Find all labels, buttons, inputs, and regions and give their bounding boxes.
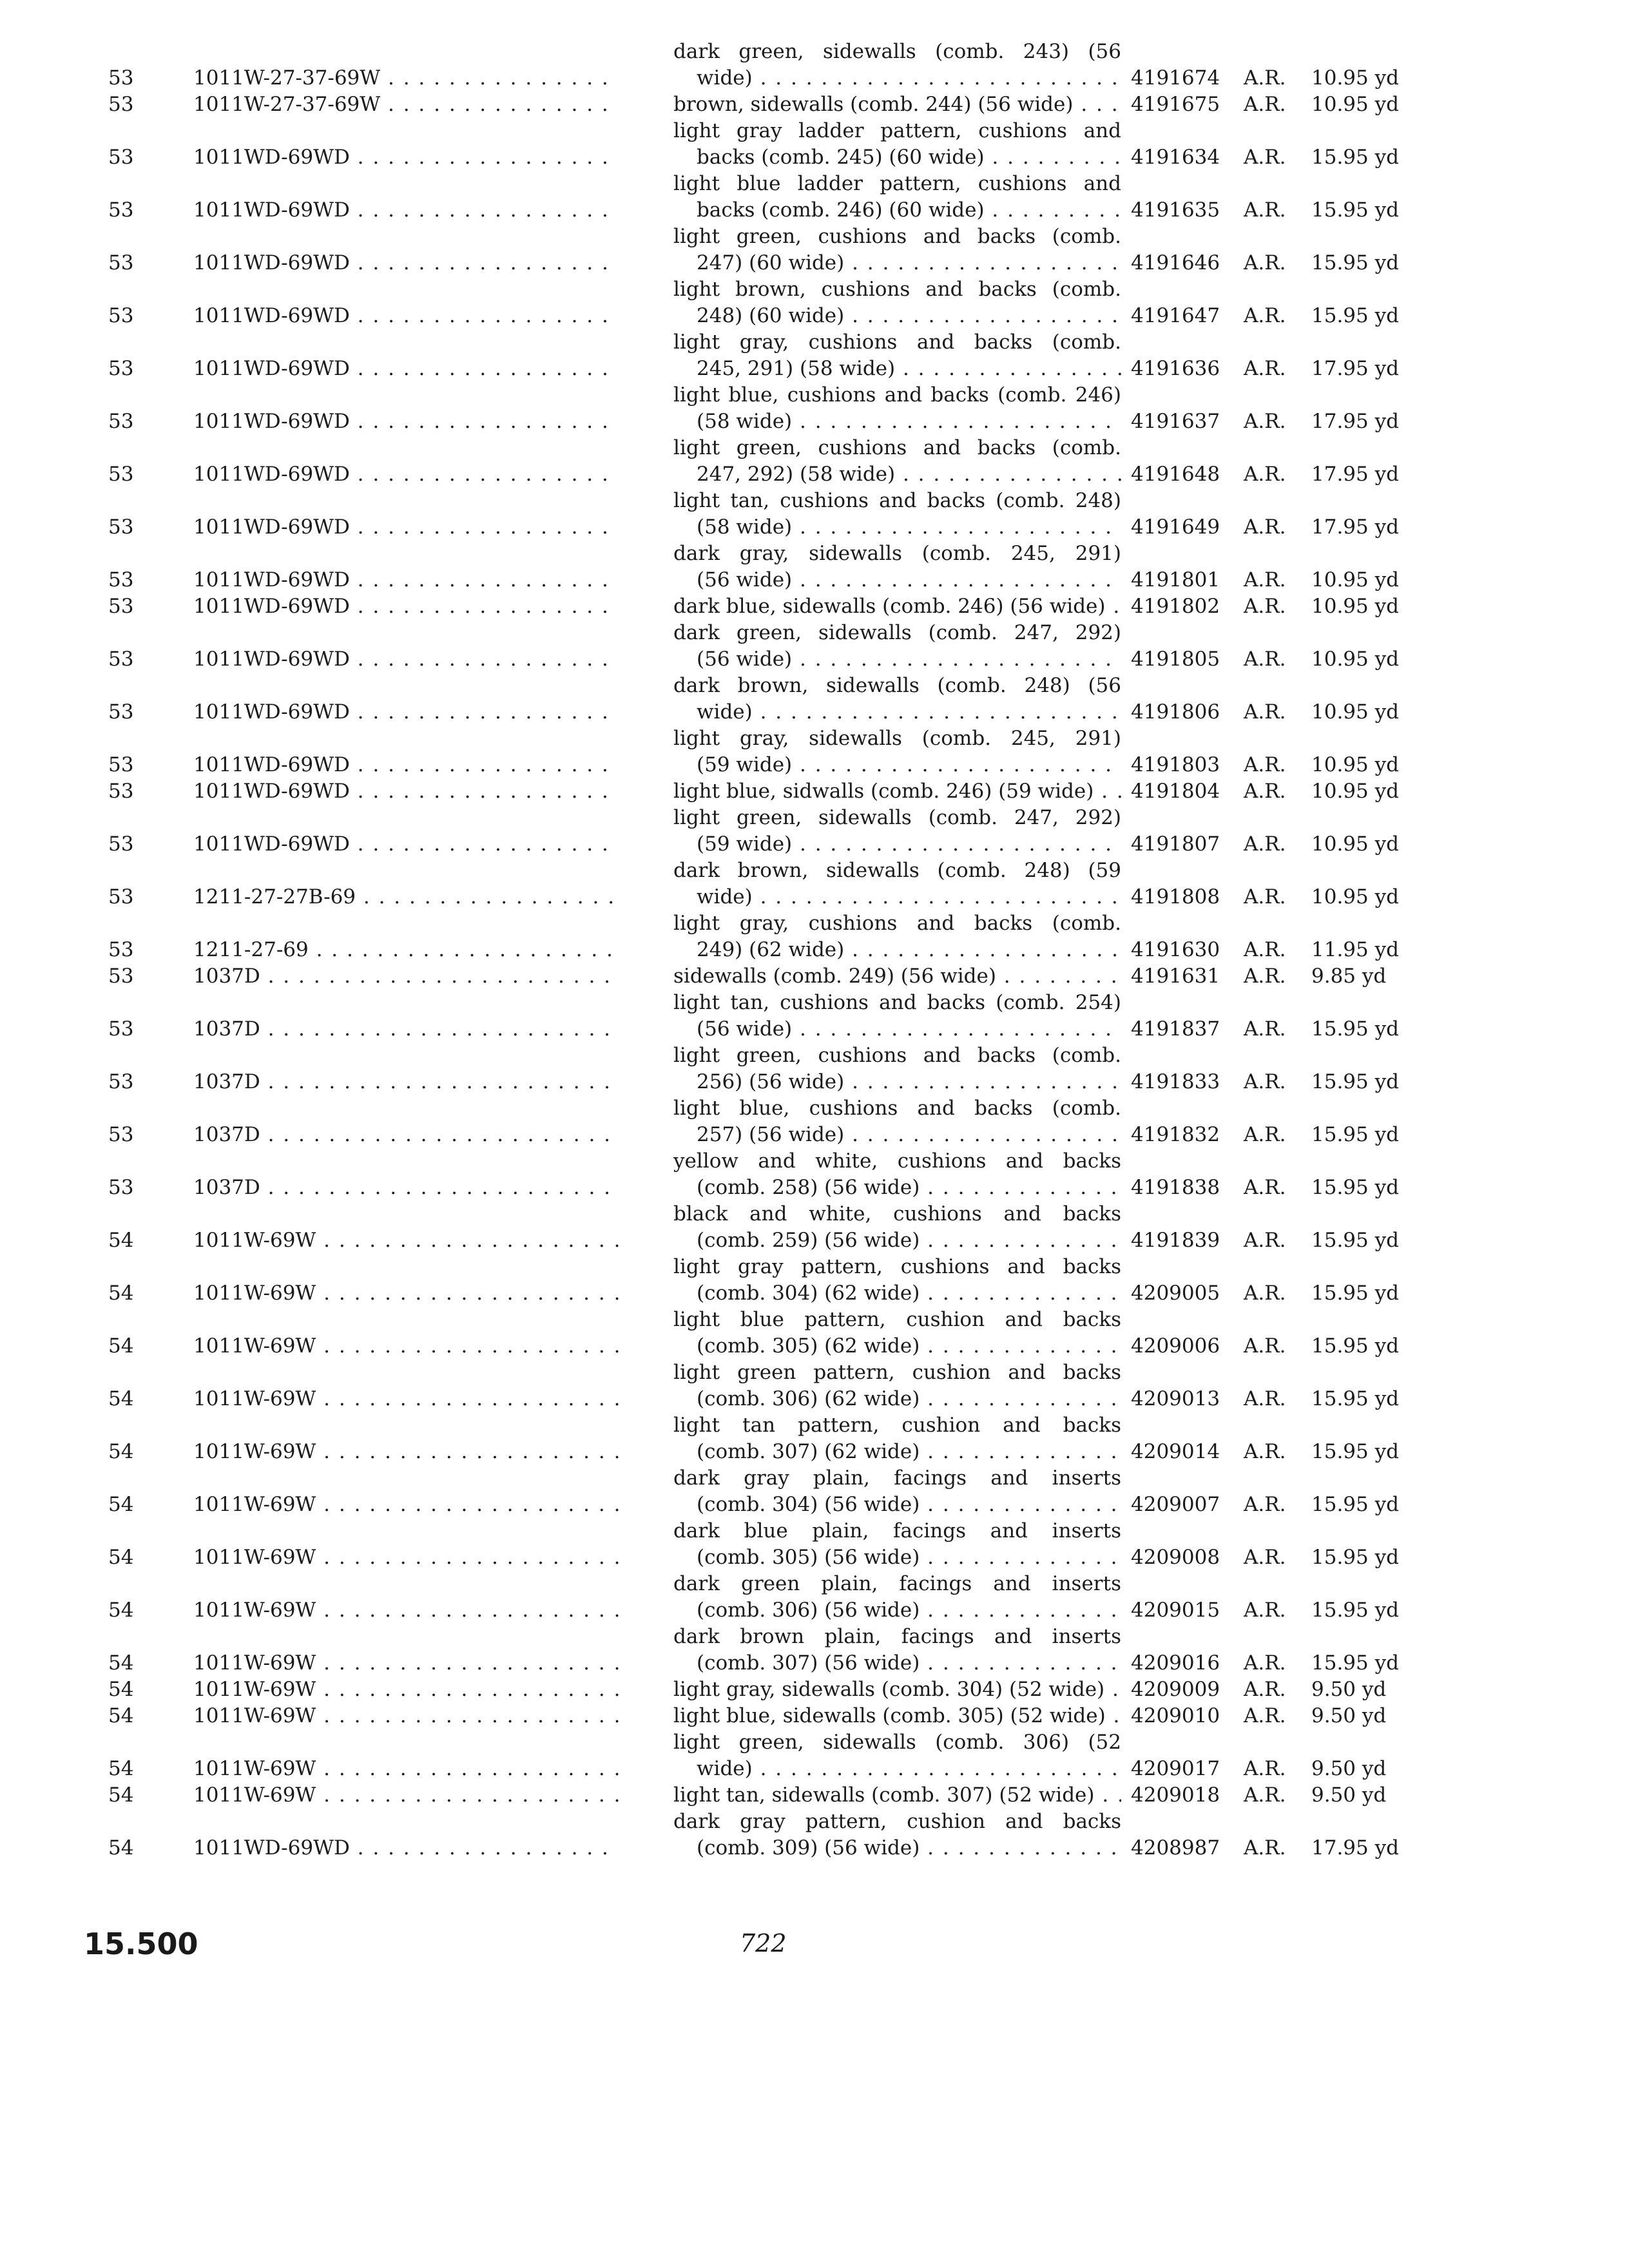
row-description bbox=[673, 435, 1121, 488]
row-description-line: (comb. 305) (56 wide) . . . bbox=[673, 1544, 1121, 1571]
row-page: 54 bbox=[108, 1757, 134, 1780]
row-price: 9.50 yd bbox=[1311, 1678, 1387, 1701]
row-code: A.R. bbox=[1244, 1070, 1286, 1093]
row-description bbox=[673, 778, 1121, 805]
row-description-line: light tan, cushions and backs (comb. 254) bbox=[673, 991, 1121, 1014]
row-description-line: light green, cushions and backs (comb. bbox=[673, 1044, 1121, 1067]
row-code: A.R. bbox=[1244, 568, 1286, 591]
row-description-line: light green, cushions and backs (comb. bbox=[673, 436, 1121, 459]
row-price: 9.85 yd bbox=[1311, 965, 1387, 988]
row-price: 10.95 yd bbox=[1311, 648, 1399, 671]
row-page: 53 bbox=[108, 965, 134, 988]
row-description-line: light gray, sidewalls (comb. 304) (52 wide) . . . bbox=[673, 1677, 1121, 1703]
row-description-line: light blue, cushions and backs (comb. 246) bbox=[673, 383, 1121, 407]
row-description-line: light gray, sidewalls (comb. 245, 291) bbox=[673, 727, 1121, 750]
row-page: 53 bbox=[108, 93, 134, 116]
row-description bbox=[673, 726, 1121, 778]
row-model: 1011W-69W . . . bbox=[193, 1650, 619, 1677]
row-description-line: 247) (60 wide) . . . bbox=[673, 250, 1121, 276]
row-part-number: 4191803 bbox=[1131, 753, 1220, 776]
row-model: 1011W-69W . . . bbox=[193, 1756, 619, 1782]
row-code: A.R. bbox=[1244, 1017, 1286, 1041]
row-price: 15.95 yd bbox=[1311, 198, 1399, 222]
row-part-number: 4191839 bbox=[1131, 1229, 1220, 1252]
row-part-number: 4191646 bbox=[1131, 251, 1220, 274]
row-model: 1011WD-69WD . . . bbox=[193, 1835, 619, 1861]
row-part-number: 4191833 bbox=[1131, 1070, 1220, 1093]
row-description bbox=[673, 963, 1121, 990]
row-part-number: 4209007 bbox=[1131, 1493, 1220, 1516]
row-description-line: 257) (56 wide) . . . bbox=[673, 1122, 1121, 1148]
row-price: 15.95 yd bbox=[1311, 1651, 1399, 1675]
row-part-number: 4191634 bbox=[1131, 146, 1220, 169]
row-price: 9.50 yd bbox=[1311, 1783, 1387, 1807]
row-page: 54 bbox=[108, 1678, 134, 1701]
row-description-line: light gray ladder pattern, cushions and bbox=[673, 119, 1121, 142]
row-page: 53 bbox=[108, 832, 134, 856]
row-price: 10.95 yd bbox=[1311, 93, 1399, 116]
row-code: A.R. bbox=[1244, 93, 1286, 116]
row-price: 10.95 yd bbox=[1311, 568, 1399, 591]
row-price: 15.95 yd bbox=[1311, 1070, 1399, 1093]
row-price: 10.95 yd bbox=[1311, 780, 1399, 803]
row-page: 53 bbox=[108, 1176, 134, 1199]
row-code: A.R. bbox=[1244, 1757, 1286, 1780]
row-price: 15.95 yd bbox=[1311, 304, 1399, 327]
row-part-number: 4209006 bbox=[1131, 1334, 1220, 1358]
row-description-line: light tan, cushions and backs (comb. 248) bbox=[673, 489, 1121, 512]
row-model: 1011W-69W . . . bbox=[193, 1677, 619, 1703]
row-description bbox=[673, 593, 1121, 620]
row-description-line: (comb. 306) (62 wide) . . . bbox=[673, 1386, 1121, 1412]
row-model: 1011WD-69WD . . . bbox=[193, 831, 619, 858]
row-code: A.R. bbox=[1244, 1229, 1286, 1252]
row-description-line: 245, 291) (58 wide) . . . bbox=[673, 356, 1121, 382]
row-price: 10.95 yd bbox=[1311, 753, 1399, 776]
row-price: 10.95 yd bbox=[1311, 832, 1399, 856]
row-code: A.R. bbox=[1244, 304, 1286, 327]
row-description-line: light gray, cushions and backs (comb. bbox=[673, 331, 1121, 354]
row-page: 54 bbox=[108, 1334, 134, 1358]
row-page: 53 bbox=[108, 595, 134, 618]
row-description-line: dark green, sidewalls (comb. 247, 292) bbox=[673, 621, 1121, 644]
row-description bbox=[673, 276, 1121, 329]
row-page: 54 bbox=[108, 1387, 134, 1410]
row-price: 10.95 yd bbox=[1311, 700, 1399, 724]
row-part-number: 4191807 bbox=[1131, 832, 1220, 856]
row-part-number: 4191648 bbox=[1131, 463, 1220, 486]
row-page: 54 bbox=[108, 1704, 134, 1727]
row-description-line: (56 wide) . . . bbox=[673, 1016, 1121, 1043]
row-description-line: brown, sidewalls (comb. 244) (56 wide) . . . bbox=[673, 91, 1121, 118]
row-model: 1011WD-69WD . . . bbox=[193, 197, 619, 224]
row-description bbox=[673, 1307, 1121, 1360]
row-model: 1011WD-69WD . . . bbox=[193, 356, 619, 382]
row-description-line: dark green, sidewalls (comb. 243) (56 bbox=[673, 40, 1121, 63]
row-part-number: 4209016 bbox=[1131, 1651, 1220, 1675]
row-description-line: wide) . . . bbox=[673, 884, 1121, 910]
row-page: 53 bbox=[108, 648, 134, 671]
row-model: 1011W-69W . . . bbox=[193, 1703, 619, 1729]
row-model: 1037D . . . bbox=[193, 1016, 619, 1043]
row-description-line: dark blue plain, facings and inserts bbox=[673, 1519, 1121, 1542]
row-model: 1011WD-69WD . . . bbox=[193, 250, 619, 276]
row-part-number: 4209014 bbox=[1131, 1440, 1220, 1463]
row-price: 15.95 yd bbox=[1311, 1493, 1399, 1516]
row-description-line: black and white, cushions and backs bbox=[673, 1202, 1121, 1225]
row-code: A.R. bbox=[1244, 1387, 1286, 1410]
row-price: 17.95 yd bbox=[1311, 463, 1399, 486]
row-description-line: (59 wide) . . . bbox=[673, 831, 1121, 858]
row-model: 1011WD-69WD . . . bbox=[193, 646, 619, 673]
row-part-number: 4191832 bbox=[1131, 1123, 1220, 1146]
row-page: 53 bbox=[108, 1123, 134, 1146]
row-description-line: dark brown, sidewalls (comb. 248) (59 bbox=[673, 859, 1121, 882]
row-page: 53 bbox=[108, 251, 134, 274]
row-price: 17.95 yd bbox=[1311, 1836, 1399, 1860]
row-model: 1211-27-27B-69 . . . bbox=[193, 884, 619, 910]
row-description bbox=[673, 990, 1121, 1043]
row-model: 1011WD-69WD . . . bbox=[193, 408, 619, 435]
row-price: 15.95 yd bbox=[1311, 1334, 1399, 1358]
row-description bbox=[673, 329, 1121, 382]
row-description bbox=[673, 858, 1121, 910]
row-model: 1011WD-69WD . . . bbox=[193, 778, 619, 805]
row-description bbox=[673, 118, 1121, 171]
row-model: 1011WD-69WD . . . bbox=[193, 593, 619, 620]
row-description-line: dark brown, sidewalls (comb. 248) (56 bbox=[673, 674, 1121, 697]
row-price: 17.95 yd bbox=[1311, 410, 1399, 433]
row-code: A.R. bbox=[1244, 1282, 1286, 1305]
row-page: 53 bbox=[108, 568, 134, 591]
row-part-number: 4191806 bbox=[1131, 700, 1220, 724]
row-description bbox=[673, 1729, 1121, 1782]
row-page: 53 bbox=[108, 753, 134, 776]
row-price: 15.95 yd bbox=[1311, 1440, 1399, 1463]
row-model: 1011WD-69WD . . . bbox=[193, 461, 619, 488]
row-model: 1011W-27-37-69W . . . bbox=[193, 91, 619, 118]
row-description-line: (comb. 258) (56 wide) . . . bbox=[673, 1175, 1121, 1201]
row-description-line: dark gray, sidewalls (comb. 245, 291) bbox=[673, 542, 1121, 565]
row-price: 10.95 yd bbox=[1311, 595, 1399, 618]
row-price: 15.95 yd bbox=[1311, 1229, 1399, 1252]
row-description-line: 248) (60 wide) . . . bbox=[673, 303, 1121, 329]
row-description-line: light brown, cushions and backs (comb. bbox=[673, 278, 1121, 301]
row-description bbox=[673, 1043, 1121, 1095]
row-code: A.R. bbox=[1244, 832, 1286, 856]
row-price: 11.95 yd bbox=[1311, 938, 1399, 961]
row-price: 10.95 yd bbox=[1311, 66, 1399, 90]
row-description-line: dark gray pattern, cushion and backs bbox=[673, 1810, 1121, 1833]
row-description-line: (56 wide) . . . bbox=[673, 646, 1121, 673]
row-description bbox=[673, 541, 1121, 593]
row-description-line: backs (comb. 246) (60 wide) . . . bbox=[673, 197, 1121, 224]
row-description-line: dark brown plain, facings and inserts bbox=[673, 1625, 1121, 1648]
row-description bbox=[673, 1412, 1121, 1465]
row-price: 15.95 yd bbox=[1311, 1599, 1399, 1622]
row-model: 1011W-69W . . . bbox=[193, 1597, 619, 1624]
row-description-line: (56 wide) . . . bbox=[673, 567, 1121, 593]
row-description-line: 256) (56 wide) . . . bbox=[673, 1069, 1121, 1095]
row-description-line: (comb. 259) (56 wide) . . . bbox=[673, 1227, 1121, 1254]
row-model: 1011WD-69WD . . . bbox=[193, 752, 619, 778]
row-page: 54 bbox=[108, 1836, 134, 1860]
row-description bbox=[673, 1095, 1121, 1148]
row-part-number: 4191647 bbox=[1131, 304, 1220, 327]
row-price: 15.95 yd bbox=[1311, 146, 1399, 169]
row-code: A.R. bbox=[1244, 357, 1286, 380]
row-page: 53 bbox=[108, 1070, 134, 1093]
row-part-number: 4209013 bbox=[1131, 1387, 1220, 1410]
row-description-line: (58 wide) . . . bbox=[673, 408, 1121, 435]
row-description-line: light blue pattern, cushion and backs bbox=[673, 1308, 1121, 1331]
row-model: 1011W-69W . . . bbox=[193, 1386, 619, 1412]
row-part-number: 4191649 bbox=[1131, 515, 1220, 539]
row-page: 54 bbox=[108, 1493, 134, 1516]
row-description-line: (58 wide) . . . bbox=[673, 514, 1121, 541]
row-model: 1011WD-69WD . . . bbox=[193, 514, 619, 541]
row-price: 15.95 yd bbox=[1311, 1123, 1399, 1146]
row-part-number: 4191808 bbox=[1131, 885, 1220, 908]
row-code: A.R. bbox=[1244, 780, 1286, 803]
row-part-number: 4209018 bbox=[1131, 1783, 1220, 1807]
row-model: 1011W-27-37-69W . . . bbox=[193, 65, 619, 91]
row-part-number: 4209005 bbox=[1131, 1282, 1220, 1305]
row-page: 53 bbox=[108, 410, 134, 433]
row-code: A.R. bbox=[1244, 1783, 1286, 1807]
row-part-number: 4191805 bbox=[1131, 648, 1220, 671]
row-page: 53 bbox=[108, 515, 134, 539]
row-model: 1011W-69W . . . bbox=[193, 1280, 619, 1307]
row-code: A.R. bbox=[1244, 1546, 1286, 1569]
row-code: A.R. bbox=[1244, 1599, 1286, 1622]
row-description-line: sidewalls (comb. 249) (56 wide) . . . bbox=[673, 963, 1121, 990]
row-description-line: wide) . . . bbox=[673, 65, 1121, 91]
row-description-line: dark gray plain, facings and inserts bbox=[673, 1466, 1121, 1490]
row-description-line: (comb. 304) (56 wide) . . . bbox=[673, 1492, 1121, 1518]
row-description-line: light tan, sidewalls (comb. 307) (52 wide) . . . bbox=[673, 1782, 1121, 1809]
row-model: 1037D . . . bbox=[193, 1069, 619, 1095]
row-description bbox=[673, 1465, 1121, 1518]
row-part-number: 4191801 bbox=[1131, 568, 1220, 591]
row-model: 1211-27-69 . . . bbox=[193, 937, 619, 963]
row-description-line: light green, sidewalls (comb. 306) (52 bbox=[673, 1731, 1121, 1754]
row-model: 1011W-69W . . . bbox=[193, 1439, 619, 1465]
row-part-number: 4191837 bbox=[1131, 1017, 1220, 1041]
row-description bbox=[673, 91, 1121, 118]
row-code: A.R. bbox=[1244, 146, 1286, 169]
row-model: 1011W-69W . . . bbox=[193, 1544, 619, 1571]
row-description bbox=[673, 171, 1121, 224]
row-description-line: yellow and white, cushions and backs bbox=[673, 1149, 1121, 1173]
row-part-number: 4191635 bbox=[1131, 198, 1220, 222]
row-price: 15.95 yd bbox=[1311, 1017, 1399, 1041]
row-description-line: 249) (62 wide) . . . bbox=[673, 937, 1121, 963]
row-page: 53 bbox=[108, 780, 134, 803]
row-code: A.R. bbox=[1244, 1334, 1286, 1358]
row-part-number: 4209010 bbox=[1131, 1704, 1220, 1727]
row-price: 15.95 yd bbox=[1311, 1546, 1399, 1569]
row-part-number: 4191838 bbox=[1131, 1176, 1220, 1199]
row-part-number: 4191674 bbox=[1131, 66, 1220, 90]
row-price: 9.50 yd bbox=[1311, 1757, 1387, 1780]
row-code: A.R. bbox=[1244, 66, 1286, 90]
row-description bbox=[673, 382, 1121, 435]
row-code: A.R. bbox=[1244, 938, 1286, 961]
row-description-line: light blue ladder pattern, cushions and bbox=[673, 172, 1121, 195]
row-part-number: 4209008 bbox=[1131, 1546, 1220, 1569]
row-page: 53 bbox=[108, 198, 134, 222]
row-model: 1011W-69W . . . bbox=[193, 1333, 619, 1360]
row-description bbox=[673, 620, 1121, 673]
row-code: A.R. bbox=[1244, 1493, 1286, 1516]
row-code: A.R. bbox=[1244, 410, 1286, 433]
row-description bbox=[673, 224, 1121, 276]
row-page: 54 bbox=[108, 1599, 134, 1622]
row-price: 15.95 yd bbox=[1311, 1387, 1399, 1410]
row-price: 15.95 yd bbox=[1311, 1176, 1399, 1199]
row-description-line: light gray pattern, cushions and backs bbox=[673, 1255, 1121, 1278]
row-price: 15.95 yd bbox=[1311, 251, 1399, 274]
row-price: 15.95 yd bbox=[1311, 1282, 1399, 1305]
row-description bbox=[673, 1571, 1121, 1624]
row-page: 53 bbox=[108, 1017, 134, 1041]
row-code: A.R. bbox=[1244, 595, 1286, 618]
row-page: 53 bbox=[108, 463, 134, 486]
row-page: 53 bbox=[108, 66, 134, 90]
row-page: 53 bbox=[108, 304, 134, 327]
row-description bbox=[673, 1518, 1121, 1571]
row-model: 1011WD-69WD . . . bbox=[193, 699, 619, 726]
row-description bbox=[673, 910, 1121, 963]
row-part-number: 4208987 bbox=[1131, 1836, 1220, 1860]
row-code: A.R. bbox=[1244, 463, 1286, 486]
row-model: 1011WD-69WD . . . bbox=[193, 303, 619, 329]
row-part-number: 4191631 bbox=[1131, 965, 1220, 988]
row-part-number: 4191637 bbox=[1131, 410, 1220, 433]
row-page: 54 bbox=[108, 1229, 134, 1252]
row-code: A.R. bbox=[1244, 198, 1286, 222]
row-model: 1011WD-69WD . . . bbox=[193, 567, 619, 593]
row-price: 17.95 yd bbox=[1311, 357, 1399, 380]
row-description-line: 247, 292) (58 wide) . . . bbox=[673, 461, 1121, 488]
row-page: 53 bbox=[108, 938, 134, 961]
row-description-line: (comb. 307) (62 wide) . . . bbox=[673, 1439, 1121, 1465]
row-page: 54 bbox=[108, 1546, 134, 1569]
row-description-line: dark blue, sidewalls (comb. 246) (56 wide) . . . bbox=[673, 593, 1121, 620]
row-description bbox=[673, 1809, 1121, 1861]
row-code: A.R. bbox=[1244, 1678, 1286, 1701]
row-price: 9.50 yd bbox=[1311, 1704, 1387, 1727]
row-part-number: 4191675 bbox=[1131, 93, 1220, 116]
row-page: 53 bbox=[108, 700, 134, 724]
page-number: 722 bbox=[740, 1929, 787, 1957]
row-part-number: 4209009 bbox=[1131, 1678, 1220, 1701]
row-page: 53 bbox=[108, 146, 134, 169]
row-page: 54 bbox=[108, 1783, 134, 1807]
row-model: 1037D . . . bbox=[193, 1175, 619, 1201]
row-price: 17.95 yd bbox=[1311, 515, 1399, 539]
row-description-line: wide) . . . bbox=[673, 1756, 1121, 1782]
row-description bbox=[673, 1360, 1121, 1412]
row-part-number: 4191804 bbox=[1131, 780, 1220, 803]
row-description-line: light blue, sidewalls (comb. 305) (52 wide) . . . bbox=[673, 1703, 1121, 1729]
row-part-number: 4209017 bbox=[1131, 1757, 1220, 1780]
row-code: A.R. bbox=[1244, 965, 1286, 988]
row-description-line: light blue, cushions and backs (comb. bbox=[673, 1097, 1121, 1120]
row-part-number: 4191802 bbox=[1131, 595, 1220, 618]
row-code: A.R. bbox=[1244, 753, 1286, 776]
row-description-line: (comb. 305) (62 wide) . . . bbox=[673, 1333, 1121, 1360]
row-description bbox=[673, 805, 1121, 858]
row-description-line: dark green plain, facings and inserts bbox=[673, 1572, 1121, 1595]
row-description bbox=[673, 1677, 1121, 1703]
row-page: 54 bbox=[108, 1651, 134, 1675]
row-description-line: light blue, sidwalls (comb. 246) (59 wide) . . . bbox=[673, 778, 1121, 805]
row-page: 54 bbox=[108, 1440, 134, 1463]
row-description-line: (comb. 306) (56 wide) . . . bbox=[673, 1597, 1121, 1624]
row-description bbox=[673, 488, 1121, 541]
row-description bbox=[673, 1201, 1121, 1254]
row-page: 53 bbox=[108, 357, 134, 380]
row-description-line: light green, cushions and backs (comb. bbox=[673, 225, 1121, 248]
row-description-line: light gray, cushions and backs (comb. bbox=[673, 912, 1121, 935]
row-description-line: light tan pattern, cushion and backs bbox=[673, 1414, 1121, 1437]
row-code: A.R. bbox=[1244, 885, 1286, 908]
row-description bbox=[673, 1782, 1121, 1809]
row-description bbox=[673, 673, 1121, 726]
row-description bbox=[673, 39, 1121, 91]
row-description bbox=[673, 1148, 1121, 1201]
row-description-line: light green pattern, cushion and backs bbox=[673, 1361, 1121, 1384]
row-model: 1011W-69W . . . bbox=[193, 1782, 619, 1809]
row-description-line: (59 wide) . . . bbox=[673, 752, 1121, 778]
row-code: A.R. bbox=[1244, 1176, 1286, 1199]
row-description-line: light green, sidewalls (comb. 247, 292) bbox=[673, 806, 1121, 829]
row-code: A.R. bbox=[1244, 648, 1286, 671]
row-description-line: wide) . . . bbox=[673, 699, 1121, 726]
row-description-line: (comb. 307) (56 wide) . . . bbox=[673, 1650, 1121, 1677]
row-model: 1011W-69W . . . bbox=[193, 1227, 619, 1254]
row-model: 1011WD-69WD . . . bbox=[193, 144, 619, 171]
row-page: 54 bbox=[108, 1282, 134, 1305]
row-code: A.R. bbox=[1244, 1123, 1286, 1146]
row-description bbox=[673, 1624, 1121, 1677]
row-description-line: (comb. 304) (62 wide) . . . bbox=[673, 1280, 1121, 1307]
row-code: A.R. bbox=[1244, 700, 1286, 724]
row-code: A.R. bbox=[1244, 1836, 1286, 1860]
row-model: 1011W-69W . . . bbox=[193, 1492, 619, 1518]
row-code: A.R. bbox=[1244, 251, 1286, 274]
row-code: A.R. bbox=[1244, 1651, 1286, 1675]
row-description-line: backs (comb. 245) (60 wide) . . . bbox=[673, 144, 1121, 171]
row-model: 1037D . . . bbox=[193, 963, 619, 990]
row-part-number: 4191636 bbox=[1131, 357, 1220, 380]
row-page: 53 bbox=[108, 885, 134, 908]
section-number: 15.500 bbox=[84, 1927, 198, 1961]
row-code: A.R. bbox=[1244, 1440, 1286, 1463]
row-code: A.R. bbox=[1244, 515, 1286, 539]
row-description-line: (comb. 309) (56 wide) . . . bbox=[673, 1835, 1121, 1861]
row-model: 1037D . . . bbox=[193, 1122, 619, 1148]
row-price: 10.95 yd bbox=[1311, 885, 1399, 908]
row-part-number: 4191630 bbox=[1131, 938, 1220, 961]
row-description bbox=[673, 1703, 1121, 1729]
row-description bbox=[673, 1254, 1121, 1307]
row-code: A.R. bbox=[1244, 1704, 1286, 1727]
row-part-number: 4209015 bbox=[1131, 1599, 1220, 1622]
